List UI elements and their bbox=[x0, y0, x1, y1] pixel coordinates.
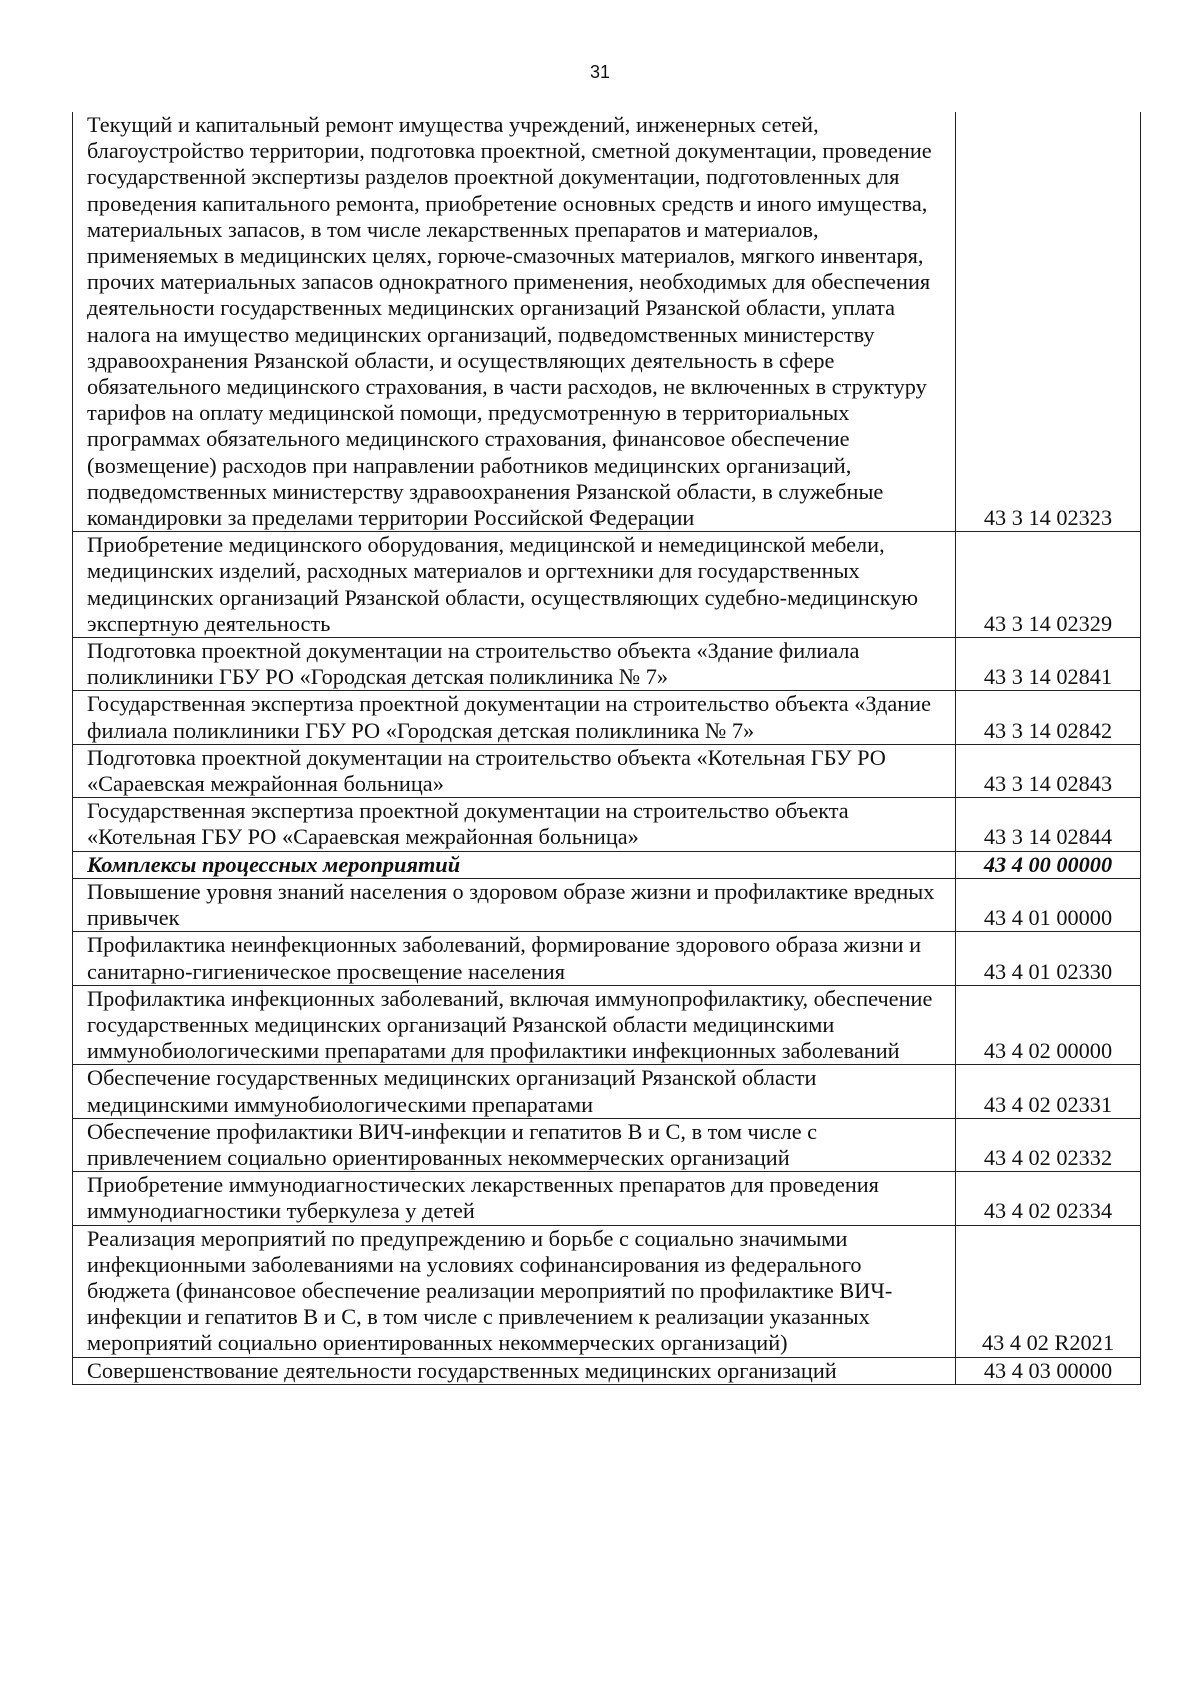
table-row bbox=[73, 744, 1141, 797]
row-code: 43 4 01 00000 bbox=[956, 878, 1141, 931]
row-code: 43 4 03 00000 bbox=[956, 1357, 1141, 1384]
section-title: Комплексы процессных мероприятий bbox=[73, 851, 956, 878]
page-number: 31 bbox=[589, 62, 611, 82]
row-description: Подготовка проектной документации на строительство объекта «Котельная ГБУ РО «Сараевская межрайонная больница» bbox=[73, 744, 956, 797]
row-description: Профилактика инфекционных заболеваний, включая иммунопрофилактику, обеспечение государственных медицинских организаций Рязанской области медицинскими иммунобиологическими препаратами для профилактики инфекционных заболеваний bbox=[73, 985, 956, 1065]
table-row bbox=[73, 878, 1141, 931]
row-code: 43 3 14 02842 bbox=[956, 691, 1141, 744]
row-description: Текущий и капитальный ремонт имущества учреждений, инженерных сетей, благоустройство территории, подготовка проектной, сметной документации, проведение государственной экспертизы разделов проектной документации, подготовленных для проведения капитального ремонта, приобретение основных средств и иного имущества, материальных запасов, в том числе лекарственных препаратов и материалов, применяемых в медицинских целях, горюче-смазочных материалов, мягкого инвентаря, прочих материальных запасов однократного применения, необходимых для обеспечения деятельности государственных медицинских организаций Рязанской области, уплата налога на имущество медицинских организаций, подведомственных министерству здравоохранения Рязанской области, и осуществляющих деятельность в сфере обязательного медицинского страхования, в части расходов, не включенных в структуру тарифов на оплату медицинской помощи, предусмотренную в территориальных программах обязательного медицинского страхования, финансовое обеспечение (возмещение) расходов при направлении работников медицинских организаций, подведомственных министерству здравоохранения Рязанской области, в служебные командировки за пределами территории Российской Федерации bbox=[73, 112, 956, 532]
table-row bbox=[73, 1172, 1141, 1225]
table-row bbox=[73, 532, 1141, 638]
row-description: Реализация мероприятий по предупреждению и борьбе с социально значимыми инфекционными заболеваниями на условиях софинансирования из федерального бюджета (финансовое обеспечение реализации мероприятий по профилактике ВИЧ-инфекции и гепатитов В и С, в том числе с привлечением к реализации указанных мероприятий социально ориентированных некоммерческих организаций) bbox=[73, 1225, 956, 1357]
row-code: 43 3 14 02329 bbox=[956, 532, 1141, 638]
row-description: Обеспечение государственных медицинских организаций Рязанской области медицинскими иммунобиологическими препаратами bbox=[73, 1065, 956, 1118]
row-description: Государственная экспертиза проектной документации на строительство объекта «Котельная ГБУ РО «Сараевская межрайонная больница» bbox=[73, 798, 956, 851]
row-code: 43 4 02 00000 bbox=[956, 985, 1141, 1065]
row-description: Подготовка проектной документации на строительство объекта «Здание филиала поликлиники ГБУ РО «Городская детская поликлиника № 7» bbox=[73, 638, 956, 691]
budget-classification-table bbox=[72, 112, 1141, 1385]
row-description: Совершенствование деятельности государственных медицинских организаций bbox=[73, 1357, 956, 1384]
row-code: 43 4 02 02331 bbox=[956, 1065, 1141, 1118]
row-code: 43 4 02 02334 bbox=[956, 1172, 1141, 1225]
table-row bbox=[73, 1118, 1141, 1171]
row-description: Повышение уровня знаний населения о здоровом образе жизни и профилактике вредных привычек bbox=[73, 878, 956, 931]
row-description: Приобретение иммунодиагностических лекарственных препаратов для проведения иммунодиагностики туберкулеза у детей bbox=[73, 1172, 956, 1225]
row-description: Обеспечение профилактики ВИЧ-инфекции и гепатитов В и С, в том числе с привлечением социально ориентированных некоммерческих организаций bbox=[73, 1118, 956, 1171]
row-description: Профилактика неинфекционных заболеваний, формирование здорового образа жизни и санитарно-гигиеническое просвещение населения bbox=[73, 932, 956, 985]
table-row bbox=[73, 798, 1141, 851]
table-row bbox=[73, 985, 1141, 1065]
table-row bbox=[73, 1225, 1141, 1357]
row-code: 43 3 14 02844 bbox=[956, 798, 1141, 851]
table-row bbox=[73, 112, 1141, 532]
row-code: 43 4 02 R2021 bbox=[956, 1225, 1141, 1357]
table-row bbox=[73, 1357, 1141, 1384]
table-row bbox=[73, 691, 1141, 744]
table-row bbox=[73, 932, 1141, 985]
table-row bbox=[73, 638, 1141, 691]
row-code: 43 4 02 02332 bbox=[956, 1118, 1141, 1171]
row-code: 43 4 01 02330 bbox=[956, 932, 1141, 985]
section-code: 43 4 00 00000 bbox=[956, 851, 1141, 878]
section-heading-row bbox=[73, 851, 1141, 878]
table-row bbox=[73, 1065, 1141, 1118]
row-code: 43 3 14 02843 bbox=[956, 744, 1141, 797]
row-description: Государственная экспертиза проектной документации на строительство объекта «Здание филиала поликлиники ГБУ РО «Городская детская поликлиника № 7» bbox=[73, 691, 956, 744]
row-code: 43 3 14 02323 bbox=[956, 112, 1141, 532]
row-code: 43 3 14 02841 bbox=[956, 638, 1141, 691]
row-description: Приобретение медицинского оборудования, медицинской и немедицинской мебели, медицинских изделий, расходных материалов и оргтехники для государственных медицинских организаций Рязанской области, осуществляющих судебно-медицинскую экспертную деятельность bbox=[73, 532, 956, 638]
